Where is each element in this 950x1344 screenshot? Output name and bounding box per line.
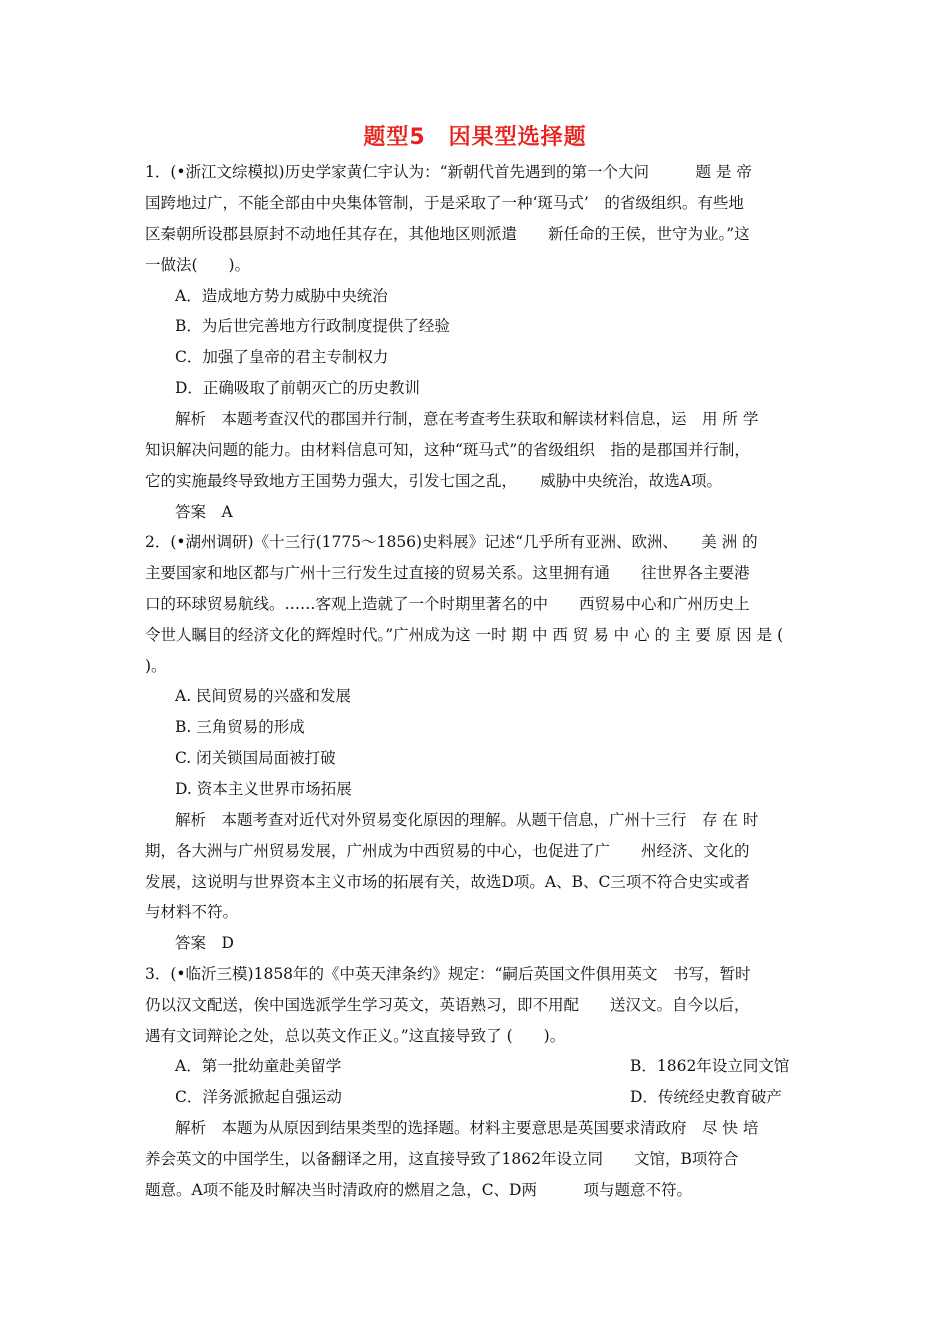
- q1-option-c: C．加强了皇帝的君主专制权力: [175, 348, 389, 366]
- q3-options-row-1: [175, 1056, 805, 1076]
- q1-option-b: B．为后世完善地方行政制度提供了经验: [175, 317, 450, 335]
- q2-stem-line: 口的环球贸易航线。……客观上造就了一个时期里著名的中 西贸易中心和广州历史上: [145, 595, 750, 613]
- q1-option-a: A．造成地方势力威胁中央统治: [175, 287, 388, 305]
- q2-analysis-line: 与材料不符。: [145, 903, 239, 921]
- q2-option-b: B. 三角贸易的形成: [175, 718, 305, 736]
- q1-analysis-line: 知识解决问题的能力。由材料信息可知，这种“斑马式”的省级组织 指的是郡国并行制，: [145, 441, 750, 459]
- q2-analysis-line: 期，各大洲与广州贸易发展，广州成为中西贸易的中心，也促进了广 州经济、文化的: [145, 842, 750, 860]
- q1-stem-line: 区秦朝所设郡县原封不动地任其存在，其他地区则派遣 新任命的王侯，世守为业。”这: [145, 225, 750, 243]
- q1-stem-line: 一做法( )。: [145, 256, 251, 274]
- q2-stem-line: )。: [145, 657, 167, 675]
- q3-stem-line: 3．(•临沂三模)1858年的《中英天津条约》规定：“嗣后英国文件俱用英文 书写，暂时: [145, 965, 751, 983]
- q2-analysis-line: 解析 本题考查对近代对外贸易变化原因的理解。从题干信息，广州十三行 存 在 时: [175, 811, 759, 829]
- q2-stem-line: 令世人瞩目的经济文化的辉煌时代。”广州成为这 一时 期 中 西 贸 易 中 心 的 主 要 原 因 是 (: [145, 626, 784, 644]
- q2-analysis-line: 发展，这说明与世界资本主义市场的拓展有关，故选D项。A、B、C三项不符合史实或者: [145, 873, 750, 891]
- q3-analysis-line: 题意。A项不能及时解决当时清政府的燃眉之急，C、D两 项与题意不符。: [145, 1181, 692, 1199]
- q2-stem-line: 2．(•湖州调研)《十三行(1775～1856)史料展》记述“几乎所有亚洲、欧洲、 美 洲 的: [145, 533, 758, 551]
- q3-stem-line: 仍以汉文配送，俟中国选派学生学习英文，英语熟习，即不用配 送汉文。自今以后，: [145, 996, 750, 1014]
- q1-analysis-line: 它的实施最终导致地方王国势力强大，引发七国之乱， 威胁中央统治，故选A项。: [145, 472, 722, 490]
- q3-analysis-line: 养会英文的中国学生，以备翻译之用，这直接导致了1862年设立同 文馆，B项符合: [145, 1150, 739, 1168]
- q2-option-a: A. 民间贸易的兴盛和发展: [175, 687, 352, 705]
- q2-option-d: D. 资本主义世界市场拓展: [175, 780, 352, 798]
- q2-stem-line: 主要国家和地区都与广州十三行发生过直接的贸易关系。这里拥有通 往世界各主要港: [145, 564, 750, 582]
- q3-option-b: B．1862年设立同文馆: [630, 1057, 790, 1075]
- page-title: 题型5 因果型选择题: [363, 125, 587, 150]
- q3-option-c: C．洋务派掀起自强运动: [175, 1088, 342, 1106]
- q1-analysis-line: 解析 本题考查汉代的郡国并行制，意在考查考生获取和解读材料信息，运 用 所 学: [175, 410, 759, 428]
- q3-options-row-2: [175, 1087, 805, 1107]
- q2-option-c: C. 闭关锁国局面被打破: [175, 749, 336, 767]
- q3-stem-line: 遇有文词辩论之处，总以英文作正义。”这直接导致了 ( )。: [145, 1027, 566, 1045]
- q3-option-d: D．传统经史教育破产: [630, 1088, 782, 1106]
- q1-stem-line: 国跨地过广，不能全部由中央集体管制，于是采取了一种‘斑马式’ 的省级组织。有些地: [145, 194, 744, 212]
- q3-option-a: A．第一批幼童赴美留学: [175, 1057, 342, 1075]
- q1-option-d: D．正确吸取了前朝灭亡的历史教训: [175, 379, 420, 397]
- q1-stem-line: 1．(•浙江文综模拟)历史学家黄仁宇认为：“新朝代首先遇到的第一个大问 题 是 帝: [145, 163, 752, 181]
- q2-answer: 答案 D: [175, 934, 234, 952]
- q1-answer: 答案 A: [175, 503, 233, 521]
- q3-analysis-line: 解析 本题为从原因到结果类型的选择题。材料主要意思是英国要求清政府 尽 快 培: [175, 1119, 759, 1137]
